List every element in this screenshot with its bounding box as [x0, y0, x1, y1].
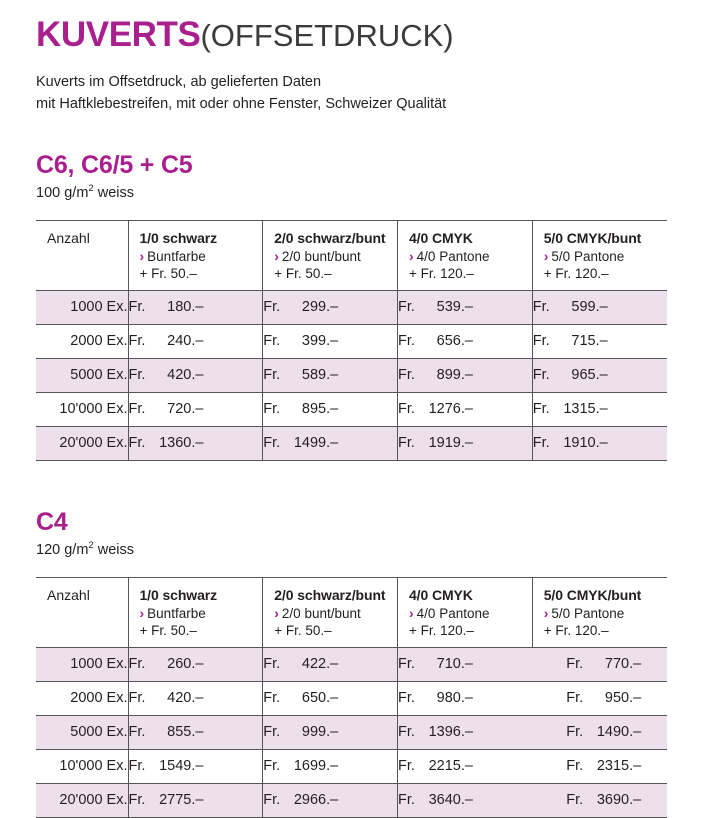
table-row	[36, 426, 667, 460]
currency-label: Fr.	[263, 435, 281, 452]
price-cell	[398, 749, 533, 783]
spec-variant-line	[140, 605, 263, 621]
currency-label: Fr.	[263, 401, 281, 418]
spec-variant-line	[544, 248, 667, 264]
table-header	[36, 577, 667, 647]
price-table-c4	[36, 577, 667, 818]
price-value: 710.–	[436, 656, 473, 673]
price-value: 1396.–	[428, 724, 473, 741]
currency-label: Fr.	[128, 690, 146, 707]
price-value: 1699.–	[293, 758, 339, 775]
intro-line-1: Kuverts im Offsetdruck, ab gelieferten Daten	[36, 73, 322, 90]
weight-suffix: weiss	[93, 184, 134, 201]
price-cell	[398, 392, 533, 426]
price-cell	[532, 647, 667, 681]
currency-label: Fr.	[263, 792, 281, 809]
price-value: 399.–	[301, 333, 339, 350]
currency-label: Fr.	[566, 690, 584, 707]
currency-label: Fr.	[128, 724, 146, 741]
price-value: 240.–	[167, 333, 204, 350]
chevron-right-icon: ›	[543, 247, 549, 264]
currency-label: Fr.	[128, 299, 146, 316]
spec-variant: 5/0 Pantone	[551, 248, 625, 264]
price-cell	[128, 324, 263, 358]
section-weight-c4	[36, 539, 667, 558]
spec-surcharge: + Fr. 120.–	[409, 265, 474, 281]
price-cell	[128, 358, 263, 392]
intro-line-2: mit Haftklebestreifen, mit oder ohne Fenster, Schweizer Qualität	[36, 95, 447, 112]
price-value: 656.–	[436, 333, 473, 350]
table-row	[36, 783, 667, 817]
currency-label: Fr.	[398, 401, 415, 418]
price-cell	[128, 392, 263, 426]
price-value: 715.–	[571, 333, 608, 350]
chevron-right-icon: ›	[543, 604, 549, 621]
price-cell	[128, 783, 263, 817]
section-c6	[36, 151, 667, 461]
currency-label: Fr.	[398, 299, 415, 316]
price-value: 3690.–	[596, 792, 642, 809]
price-cell	[263, 715, 398, 749]
price-cell	[532, 392, 667, 426]
currency-label: Fr.	[128, 656, 146, 673]
table-body	[36, 290, 667, 460]
price-cell	[532, 426, 667, 460]
chevron-right-icon: ›	[409, 247, 414, 264]
price-value: 180.–	[167, 299, 204, 316]
spec-surcharge: + Fr. 50.–	[274, 265, 332, 281]
price-value: 899.–	[436, 367, 473, 384]
currency-label: Fr.	[398, 724, 415, 741]
section-c4	[36, 508, 667, 818]
table-header	[36, 220, 667, 290]
price-cell	[398, 681, 533, 715]
currency-label: Fr.	[532, 299, 550, 316]
spec-surcharge: + Fr. 120.–	[543, 265, 609, 281]
spec-surcharge: + Fr. 50.–	[139, 622, 197, 638]
spec-variant: 4/0 Pantone	[416, 605, 490, 621]
row-quantity: 1000 Ex.	[36, 647, 128, 681]
price-cell	[398, 647, 533, 681]
header-spec-3	[398, 220, 533, 290]
chevron-right-icon: ›	[139, 247, 145, 264]
price-value: 650.–	[301, 690, 339, 707]
currency-label: Fr.	[566, 656, 584, 673]
currency-label: Fr.	[263, 758, 281, 775]
spec-surcharge: + Fr. 50.–	[274, 622, 332, 638]
spec-surcharge: + Fr. 120.–	[409, 622, 474, 638]
row-quantity: 2000 Ex.	[36, 681, 128, 715]
price-value: 1919.–	[428, 435, 473, 452]
currency-label: Fr.	[566, 792, 584, 809]
spec-variant-line	[274, 605, 397, 621]
currency-label: Fr.	[398, 435, 415, 452]
price-cell	[398, 715, 533, 749]
currency-label: Fr.	[532, 401, 550, 418]
spec-title: 4/0 CMYK	[409, 586, 473, 603]
price-cell	[263, 290, 398, 324]
currency-label: Fr.	[128, 435, 146, 452]
row-quantity: 10'000 Ex.	[36, 749, 128, 783]
spec-title: 4/0 CMYK	[409, 229, 473, 246]
price-cell	[263, 324, 398, 358]
spec-variant-line	[274, 248, 397, 264]
table-row	[36, 715, 667, 749]
chevron-right-icon: ›	[409, 604, 414, 621]
price-cell	[532, 783, 667, 817]
price-cell	[128, 749, 263, 783]
price-table-c6	[36, 220, 667, 461]
row-quantity: 5000 Ex.	[36, 358, 128, 392]
currency-label: Fr.	[263, 724, 281, 741]
price-value: 2966.–	[293, 792, 339, 809]
price-cell	[263, 392, 398, 426]
price-cell	[532, 290, 667, 324]
currency-label: Fr.	[128, 792, 146, 809]
spec-variant: 4/0 Pantone	[416, 248, 490, 264]
spec-variant-line	[409, 605, 532, 621]
price-cell	[398, 324, 533, 358]
table-row	[36, 392, 667, 426]
header-spec-2	[263, 220, 398, 290]
price-cell	[532, 358, 667, 392]
spec-surcharge: + Fr. 120.–	[543, 622, 609, 638]
row-quantity: 20'000 Ex.	[36, 783, 128, 817]
price-value: 3640.–	[428, 792, 473, 809]
header-spec-1	[128, 577, 263, 647]
row-quantity: 2000 Ex.	[36, 324, 128, 358]
price-cell	[128, 681, 263, 715]
spec-title: 2/0 schwarz/bunt	[274, 229, 386, 246]
price-value: 420.–	[167, 690, 204, 707]
spec-variant: 2/0 bunt/bunt	[281, 248, 361, 264]
spec-title: 2/0 schwarz/bunt	[274, 586, 386, 603]
row-quantity: 5000 Ex.	[36, 715, 128, 749]
currency-label: Fr.	[566, 758, 584, 775]
header-quantity: Anzahl	[36, 220, 128, 290]
price-cell	[128, 426, 263, 460]
price-cell	[263, 681, 398, 715]
price-cell	[532, 715, 667, 749]
price-cell	[532, 324, 667, 358]
currency-label: Fr.	[398, 333, 415, 350]
price-cell	[263, 783, 398, 817]
price-cell	[263, 358, 398, 392]
page-title-sub: (OFFSETDRUCK)	[200, 18, 454, 53]
currency-label: Fr.	[128, 401, 146, 418]
price-value: 1360.–	[159, 435, 204, 452]
currency-label: Fr.	[263, 333, 281, 350]
currency-label: Fr.	[532, 435, 550, 452]
header-quantity: Anzahl	[36, 577, 128, 647]
currency-label: Fr.	[532, 367, 550, 384]
price-value: 2215.–	[428, 758, 473, 775]
price-value: 599.–	[571, 299, 608, 316]
table-body	[36, 647, 667, 817]
price-value: 1490.–	[596, 724, 642, 741]
price-value: 420.–	[167, 367, 204, 384]
weight-superscript: 2	[88, 182, 94, 194]
price-value: 1910.–	[563, 435, 608, 452]
table-row	[36, 647, 667, 681]
header-spec-1	[128, 220, 263, 290]
currency-label: Fr.	[398, 690, 415, 707]
currency-label: Fr.	[263, 656, 281, 673]
price-value: 539.–	[436, 299, 473, 316]
price-cell	[263, 749, 398, 783]
spec-surcharge: + Fr. 50.–	[139, 265, 197, 281]
weight-superscript: 2	[88, 539, 94, 551]
price-cell	[263, 426, 398, 460]
table-row	[36, 324, 667, 358]
price-cell	[128, 290, 263, 324]
chevron-right-icon: ›	[274, 604, 279, 621]
weight-suffix: weiss	[93, 541, 134, 558]
table-header-row	[36, 577, 667, 647]
currency-label: Fr.	[263, 367, 281, 384]
section-title-c6: C6, C6/5 + C5	[36, 150, 193, 179]
price-value: 950.–	[604, 690, 642, 707]
currency-label: Fr.	[532, 333, 550, 350]
header-spec-2	[263, 577, 398, 647]
currency-label: Fr.	[263, 690, 281, 707]
chevron-right-icon: ›	[274, 247, 279, 264]
spec-variant: Buntfarbe	[147, 248, 206, 264]
price-cell	[263, 647, 398, 681]
price-value: 299.–	[301, 299, 339, 316]
header-spec-3	[398, 577, 533, 647]
price-cell	[398, 290, 533, 324]
currency-label: Fr.	[263, 299, 281, 316]
currency-label: Fr.	[398, 367, 415, 384]
spec-variant: 5/0 Pantone	[551, 605, 625, 621]
price-cell	[398, 783, 533, 817]
price-cell	[128, 715, 263, 749]
spec-title: 1/0 schwarz	[139, 586, 217, 603]
price-value: 422.–	[301, 656, 339, 673]
currency-label: Fr.	[398, 792, 415, 809]
section-title-c4: C4	[36, 507, 68, 536]
page-title-main: KUVERTS	[36, 15, 201, 54]
price-value: 980.–	[436, 690, 473, 707]
table-row	[36, 290, 667, 324]
spec-variant-line	[409, 248, 532, 264]
price-cell	[398, 426, 533, 460]
spec-title: 5/0 CMYK/bunt	[543, 586, 642, 603]
price-value: 1315.–	[563, 401, 608, 418]
spec-title: 1/0 schwarz	[139, 229, 217, 246]
price-value: 999.–	[301, 724, 339, 741]
price-value: 770.–	[604, 656, 642, 673]
weight-value: 120 g/m	[36, 541, 89, 558]
table-row	[36, 749, 667, 783]
table-row	[36, 681, 667, 715]
spec-variant: Buntfarbe	[147, 605, 206, 621]
title-block	[36, 0, 667, 115]
price-value: 855.–	[167, 724, 204, 741]
header-spec-4	[532, 220, 667, 290]
currency-label: Fr.	[398, 758, 415, 775]
spec-variant-line	[544, 605, 667, 621]
currency-label: Fr.	[128, 758, 146, 775]
price-value: 720.–	[167, 401, 204, 418]
price-value: 1549.–	[159, 758, 204, 775]
price-value: 1276.–	[428, 401, 473, 418]
price-cell	[532, 749, 667, 783]
price-value: 260.–	[167, 656, 204, 673]
chevron-right-icon: ›	[139, 604, 145, 621]
spec-variant-line	[140, 248, 263, 264]
price-cell	[532, 681, 667, 715]
currency-label: Fr.	[128, 333, 146, 350]
page-title	[36, 16, 667, 55]
header-spec-4	[532, 577, 667, 647]
row-quantity: 20'000 Ex.	[36, 426, 128, 460]
currency-label: Fr.	[128, 367, 146, 384]
currency-label: Fr.	[566, 724, 584, 741]
price-cell	[128, 647, 263, 681]
weight-value: 100 g/m	[36, 184, 89, 201]
row-quantity: 1000 Ex.	[36, 290, 128, 324]
table-row	[36, 358, 667, 392]
price-value: 2315.–	[596, 758, 642, 775]
price-value: 965.–	[571, 367, 608, 384]
section-weight-c6	[36, 182, 667, 201]
spec-variant: 2/0 bunt/bunt	[281, 605, 361, 621]
table-header-row	[36, 220, 667, 290]
price-value: 589.–	[301, 367, 339, 384]
price-value: 895.–	[301, 401, 339, 418]
price-cell	[398, 358, 533, 392]
intro-text	[36, 71, 667, 115]
price-value: 2775.–	[159, 792, 204, 809]
currency-label: Fr.	[398, 656, 415, 673]
spec-title: 5/0 CMYK/bunt	[543, 229, 642, 246]
row-quantity: 10'000 Ex.	[36, 392, 128, 426]
price-value: 1499.–	[293, 435, 339, 452]
